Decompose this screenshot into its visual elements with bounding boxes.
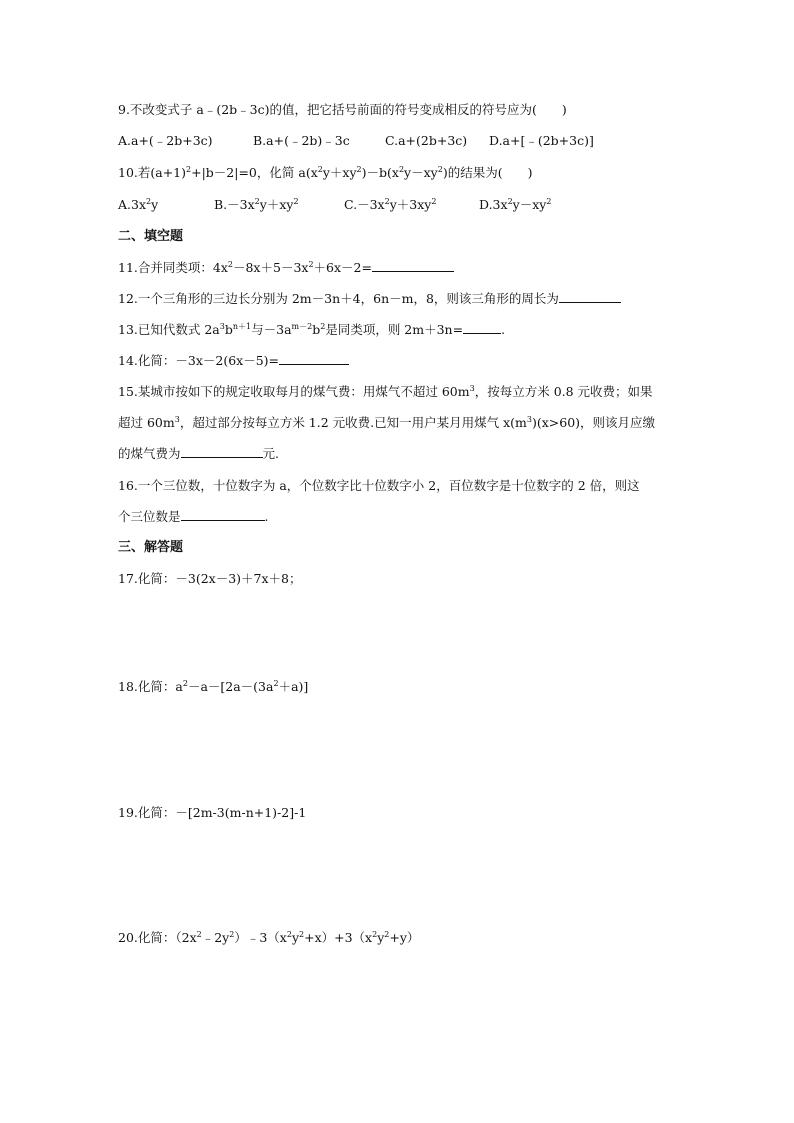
- question-13: 13.已知代数式 $2a^3b^{n+1}$与$-3a^{m-2}b^2$是同类项，则 2m＋3n= .: [118, 322, 506, 337]
- q9-option-d: D.a+[﹣(2b+3c)]: [489, 133, 594, 148]
- q10-option-d: $D.3x^2y-xy^2$: [479, 197, 552, 212]
- answer-blank[interactable]: [181, 445, 263, 458]
- question-15-line-1: 15.某城市按如下的规定收取每月的煤气费：用煤气不超过 $60m^3$，按每立方米 0.8 元收费；如果: [118, 384, 653, 399]
- question-14: 14.化简：－3x－2(6x－5)=: [118, 352, 349, 370]
- section-heading-fill-in: 二、填空题: [118, 229, 184, 244]
- question-18: 18.化简：$a^2-a-[2a-(3a^2+a)]$: [118, 679, 309, 694]
- q10-option-c: $C.-3x^2y+3xy^2$: [344, 197, 437, 212]
- q10-option-b: $B.-3x^2y+xy^2$: [214, 197, 299, 212]
- answer-blank[interactable]: [279, 352, 349, 365]
- question-10-stem: 10.若$(a+1)^2+|b-2|=0$，化简 $a(x^2y+xy^2)-b(x^2y-xy^2)$的结果为( ): [118, 165, 533, 180]
- answer-blank[interactable]: [181, 508, 265, 521]
- answer-blank[interactable]: [559, 290, 621, 303]
- question-12: 12.一个三角形的三边长分别为 2m－3n＋4，6n－m，8，则该三角形的周长为: [118, 290, 621, 308]
- q9-option-b: B.a+(﹣2b)﹣3c: [253, 133, 350, 148]
- question-15-line-2: 超过 $60m^3$，超过部分按每立方米 1.2 元收费.已知一用户某月用煤气 $x(m^3)(x>60)$，则该月应缴: [118, 415, 656, 430]
- question-17: 17.化简：－3(2x－3)＋7x＋8；: [118, 571, 302, 586]
- question-11: 11.合并同类项：$4x^2-8x+5-3x^2+6x-2=$: [118, 259, 454, 277]
- q9-option-c: C.a+(2b+3c): [385, 133, 468, 148]
- answer-blank[interactable]: [372, 259, 454, 272]
- question-9-stem: 9.不改变式子 a﹣(2b﹣3c)的值，把它括号前面的符号变成相反的符号应为( ): [118, 102, 567, 117]
- question-15-line-3: 的煤气费为 元.: [118, 446, 279, 461]
- q10-option-a: $A.3x^2y$: [118, 197, 159, 212]
- section-heading-solve: 三、解答题: [118, 540, 184, 555]
- question-9-options: [118, 132, 594, 150]
- question-10-options: [118, 196, 551, 214]
- question-20: 20.化简：$(2x^2﹣2y^2)﹣3(x^2y^2+x)+3(x^2y^2+y)$: [118, 930, 420, 945]
- answer-blank[interactable]: [463, 321, 501, 334]
- question-19: 19.化简：－[2m-3(m-n+1)-2]-1: [118, 805, 307, 820]
- question-16-line-1: 16.一个三位数，十位数字为 a，个位数字比十位数字小 2，百位数字是十位数字的 2 倍，则这: [118, 478, 640, 493]
- q9-option-a: A.a+(﹣2b+3c): [118, 133, 213, 148]
- question-16-line-2: 个三位数是 .: [118, 509, 269, 524]
